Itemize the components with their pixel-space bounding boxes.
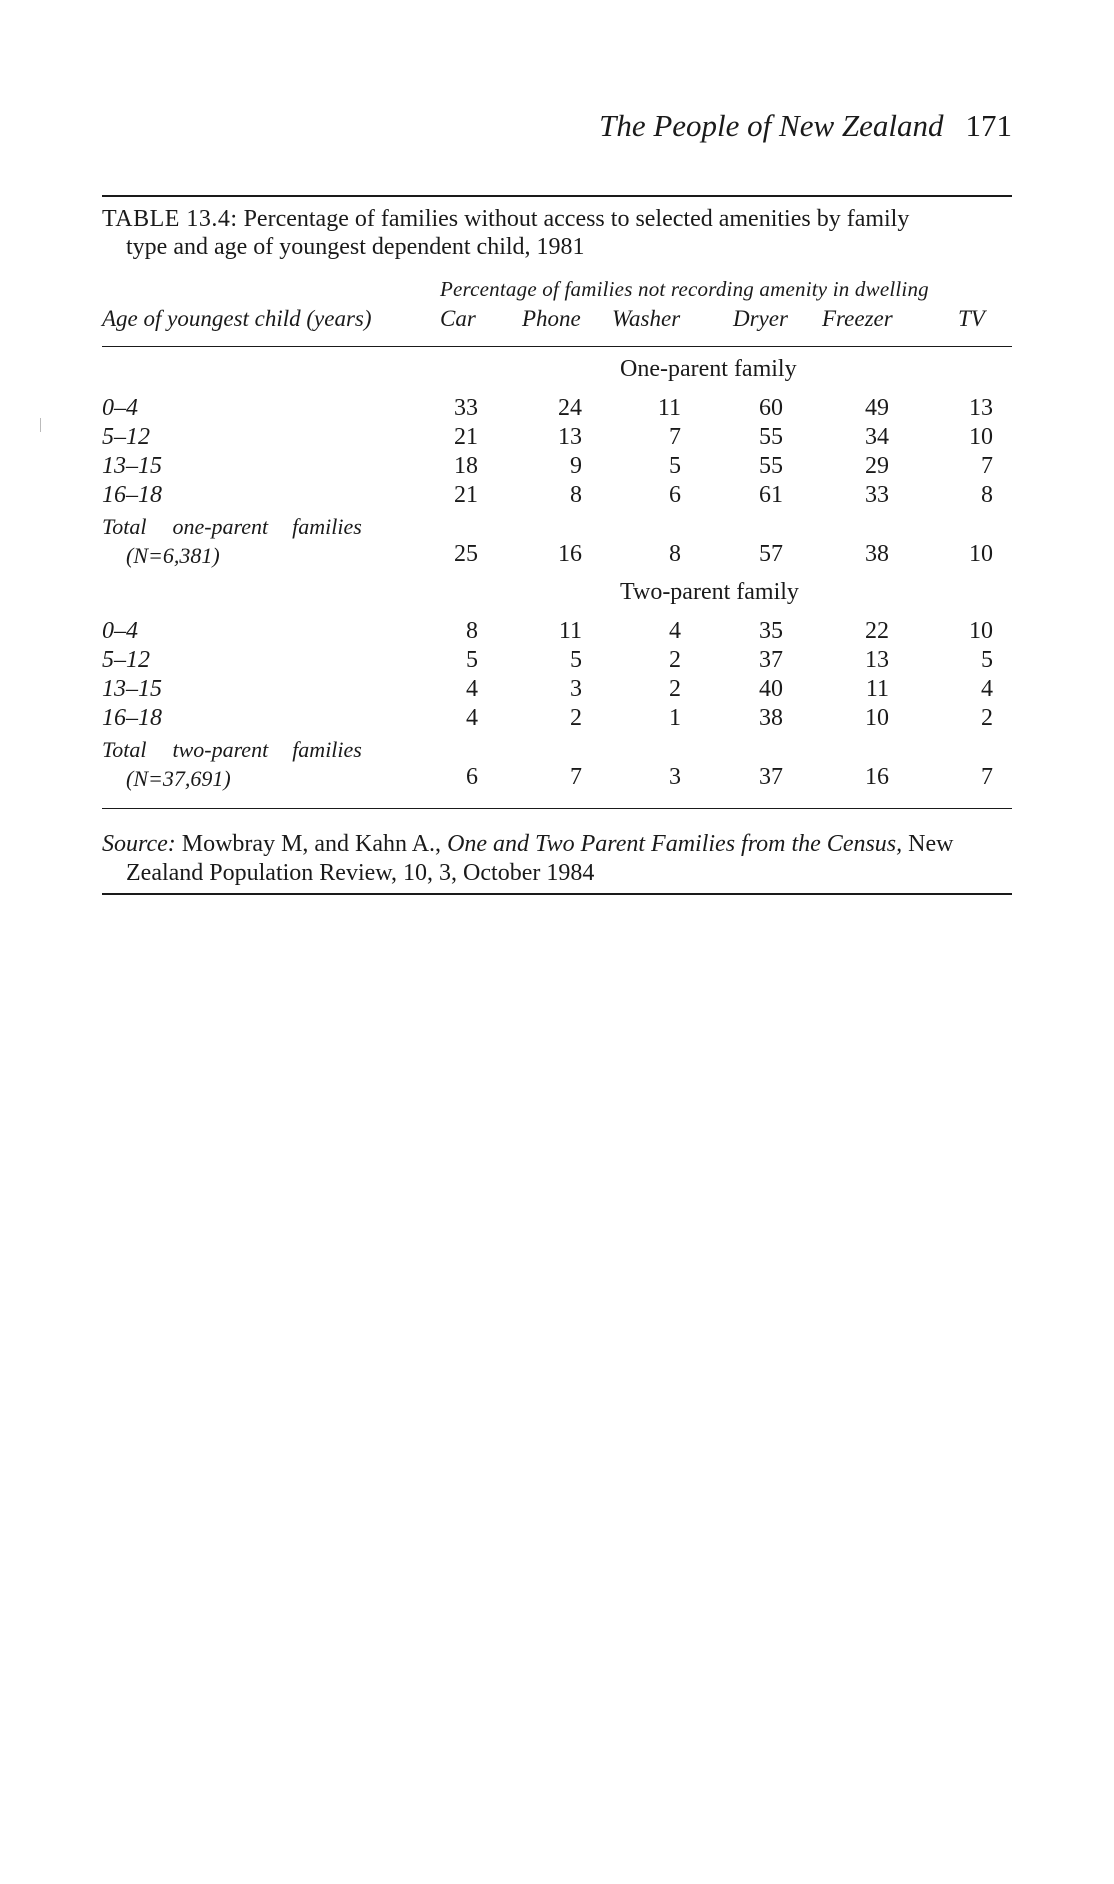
cell-car: 21: [454, 482, 478, 508]
total-row: [0, 764, 1114, 794]
column-header-tv: TV: [958, 306, 985, 331]
table-row: [0, 705, 1114, 735]
column-header-dryer: Dryer: [733, 306, 788, 331]
cell-dryer: 60: [759, 395, 783, 421]
cell-tv: 4: [981, 676, 993, 702]
section-title-one-parent: One-parent family: [620, 356, 797, 382]
cell-freezer: 10: [865, 705, 889, 731]
cell-car: 5: [466, 647, 478, 673]
table-row: [0, 647, 1114, 677]
cell-dryer: 38: [759, 705, 783, 731]
cell-tv: 10: [969, 541, 993, 567]
table-row: [0, 395, 1114, 425]
stub-heading: Age of youngest child (years): [102, 306, 372, 331]
cell-dryer: 57: [759, 541, 783, 567]
cell-freezer: 29: [865, 453, 889, 479]
cell-phone: 8: [570, 482, 582, 508]
total-label-word: Total: [102, 737, 147, 762]
cell-car: 25: [454, 541, 478, 567]
row-label: 0–4: [102, 618, 138, 644]
cell-freezer: 16: [865, 764, 889, 790]
total-label-word: two-parent: [172, 737, 269, 762]
source-line1-tail: New: [908, 831, 954, 857]
row-label: 5–12: [102, 647, 150, 673]
source-note: [102, 830, 1014, 888]
cell-freezer: 49: [865, 395, 889, 421]
table-label: TABLE 13.4:: [102, 206, 238, 232]
caption-line-2: type and age of youngest dependent child, 1981: [126, 234, 585, 260]
source-authors: Mowbray M, and Kahn A.,: [181, 831, 442, 857]
cell-phone: 9: [570, 453, 582, 479]
table-row: [0, 424, 1114, 454]
cell-freezer: 33: [865, 482, 889, 508]
running-head: [599, 108, 1012, 144]
cell-phone: 11: [558, 618, 582, 644]
row-label: 5–12: [102, 424, 150, 450]
cell-phone: 2: [570, 705, 582, 731]
table-caption: [102, 205, 1014, 261]
cell-washer: 2: [669, 647, 681, 673]
cell-phone: 16: [558, 541, 582, 567]
section-title-two-parent: Two-parent family: [620, 579, 799, 605]
cell-washer: 3: [669, 764, 681, 790]
cell-car: 6: [466, 764, 478, 790]
cell-car: 18: [454, 453, 478, 479]
cell-freezer: 13: [865, 647, 889, 673]
cell-dryer: 40: [759, 676, 783, 702]
table-top-rule: [102, 195, 1012, 197]
cell-freezer: 11: [865, 676, 889, 702]
cell-car: 4: [466, 676, 478, 702]
cell-tv: 7: [981, 764, 993, 790]
cell-phone: 7: [570, 764, 582, 790]
cell-washer: 5: [669, 453, 681, 479]
total-label-word: one-parent: [172, 514, 269, 539]
total-label-word: families: [292, 514, 362, 539]
cell-car: 33: [454, 395, 478, 421]
page-end-rule: [102, 893, 1012, 895]
cell-car: 4: [466, 705, 478, 731]
total-label-word: Total: [102, 514, 147, 539]
table-row: [0, 676, 1114, 706]
cell-car: 8: [466, 618, 478, 644]
row-label: 16–18: [102, 705, 162, 731]
cell-washer: 8: [669, 541, 681, 567]
table-row: [0, 482, 1114, 512]
column-header-freezer: Freezer: [822, 306, 893, 331]
row-label: 16–18: [102, 482, 162, 508]
cell-tv: 7: [981, 453, 993, 479]
source-label: Source:: [102, 831, 176, 857]
cell-dryer: 35: [759, 618, 783, 644]
total-label-n: (N=37,691): [126, 766, 231, 791]
cell-phone: 13: [558, 424, 582, 450]
total-label-word: families: [292, 737, 362, 762]
cell-tv: 10: [969, 424, 993, 450]
cell-tv: 2: [981, 705, 993, 731]
cell-tv: 13: [969, 395, 993, 421]
total-row: [0, 541, 1114, 571]
caption-line-1: Percentage of families without access to selected amenities by family: [243, 206, 910, 232]
column-header-phone: Phone: [522, 306, 581, 331]
column-header-car: Car: [440, 306, 476, 331]
table-row: [0, 618, 1114, 648]
source-line-2: Zealand Population Review, 10, 3, October 1984: [126, 860, 595, 886]
cell-washer: 6: [669, 482, 681, 508]
column-header-washer: Washer: [612, 306, 681, 331]
source-work-title: One and Two Parent Families from the Census,: [447, 831, 903, 857]
cell-freezer: 34: [865, 424, 889, 450]
cell-dryer: 55: [759, 453, 783, 479]
running-head-title: The People of New Zealand: [599, 108, 944, 143]
table-bottom-rule: [102, 808, 1012, 809]
cell-car: 21: [454, 424, 478, 450]
cell-washer: 11: [657, 395, 681, 421]
cell-dryer: 37: [759, 647, 783, 673]
cell-washer: 7: [669, 424, 681, 450]
total-label-n: (N=6,381): [126, 543, 220, 568]
cell-phone: 5: [570, 647, 582, 673]
header-rule: [102, 346, 1012, 347]
cell-dryer: 55: [759, 424, 783, 450]
table-row: [0, 453, 1114, 483]
cell-phone: 3: [570, 676, 582, 702]
row-label: 0–4: [102, 395, 138, 421]
cell-dryer: 61: [759, 482, 783, 508]
cell-freezer: 22: [865, 618, 889, 644]
cell-washer: 1: [669, 705, 681, 731]
column-spanner-heading: Percentage of families not recording amenity in dwelling: [440, 277, 929, 301]
scan-edge-mark: [40, 418, 41, 432]
total-label-line-1: [102, 735, 362, 764]
cell-washer: 2: [669, 676, 681, 702]
cell-phone: 24: [558, 395, 582, 421]
row-label: 13–15: [102, 453, 162, 479]
row-label: 13–15: [102, 676, 162, 702]
total-label-line-1: [102, 512, 362, 541]
page-number: 171: [965, 108, 1012, 143]
cell-tv: 10: [969, 618, 993, 644]
cell-tv: 5: [981, 647, 993, 673]
cell-dryer: 37: [759, 764, 783, 790]
cell-freezer: 38: [865, 541, 889, 567]
cell-washer: 4: [669, 618, 681, 644]
cell-tv: 8: [981, 482, 993, 508]
